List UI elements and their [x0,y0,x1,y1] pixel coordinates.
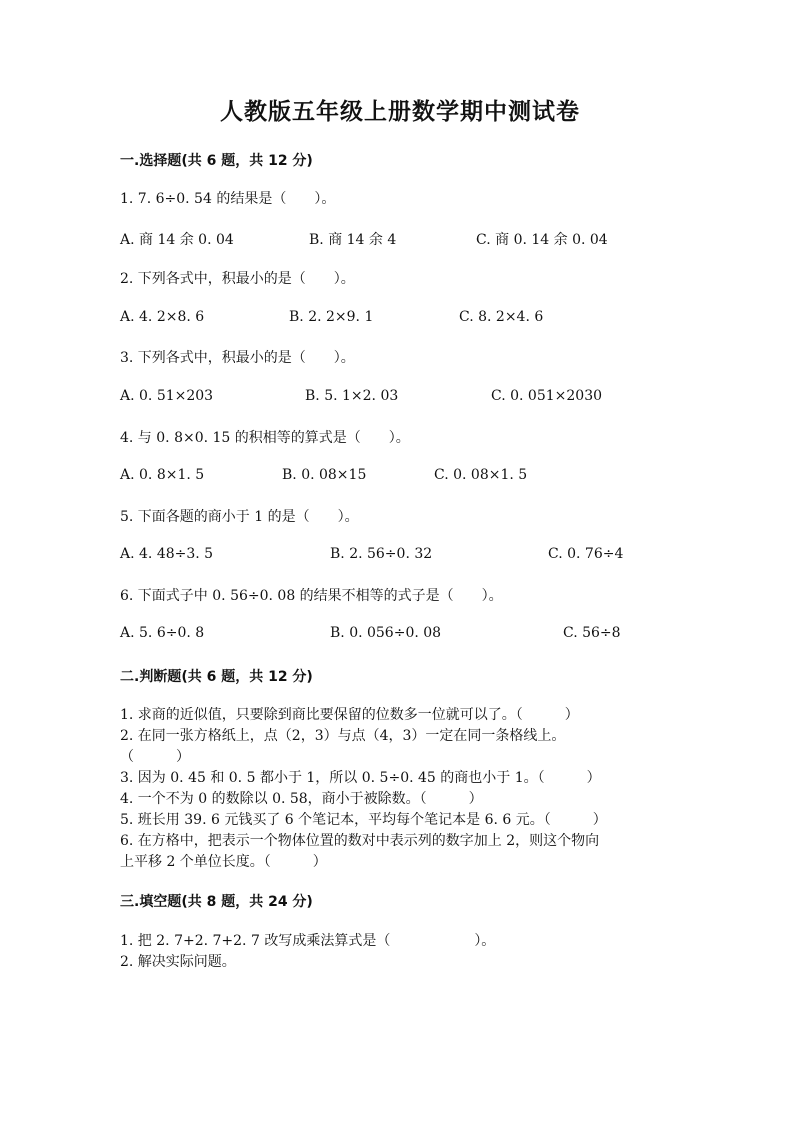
option-a: A. 商 14 余 0. 04 [120,232,234,248]
option-c: C. 56÷8 [563,625,621,641]
question-stem: 5. 下面各题的商小于 1 的是（ ）。 [120,509,359,525]
judgement-line: 2. 在同一张方格纸上，点（2，3）与点（4，3）一定在同一条格线上。 [120,728,566,744]
question-stem: 3. 下列各式中，积最小的是（ ）。 [120,350,355,366]
section-heading-judgement: 二.判断题(共 6 题，共 12 分) [120,669,313,685]
option-c: C. 商 0. 14 余 0. 04 [476,232,608,248]
option-b: B. 0. 056÷0. 08 [330,625,442,641]
option-c: C. 8. 2×4. 6 [459,309,544,325]
question-stem: 1. 7. 6÷0. 54 的结果是（ ）。 [120,191,336,207]
option-c: C. 0. 76÷4 [548,546,624,562]
option-b: B. 2. 56÷0. 32 [330,546,433,562]
option-b: B. 商 14 余 4 [309,232,397,248]
option-a: A. 0. 8×1. 5 [120,467,205,483]
judgement-line: 3. 因为 0. 45 和 0. 5 都小于 1，所以 0. 5÷0. 45 的商也小于 1。（ ） [120,770,601,786]
section-heading-fill-blank: 三.填空题(共 8 题，共 24 分) [120,894,313,910]
option-b: B. 5. 1×2. 03 [305,388,399,404]
fill-blank-line: 1. 把 2. 7+2. 7+2. 7 改写成乘法算式是（ ）。 [120,933,496,949]
question-stem: 4. 与 0. 8×0. 15 的积相等的算式是（ ）。 [120,430,410,446]
judgement-line: （ ） [120,749,190,765]
judgement-line: 5. 班长用 39. 6 元钱买了 6 个笔记本，平均每个笔记本是 6. 6 元。（ ） [120,812,607,828]
option-a: A. 4. 2×8. 6 [120,309,205,325]
judgement-line: 4. 一个不为 0 的数除以 0. 58，商小于被除数。（ ） [120,791,483,807]
fill-blank-line: 2. 解决实际问题。 [120,954,236,970]
option-b: B. 2. 2×9. 1 [289,309,374,325]
option-a: A. 5. 6÷0. 8 [120,625,205,641]
question-stem: 2. 下列各式中，积最小的是（ ）。 [120,271,355,287]
judgement-line: 6. 在方格中，把表示一个物体位置的数对中表示列的数字加上 2，则这个物向 [120,833,600,849]
option-c: C. 0. 051×2030 [491,388,603,404]
option-c: C. 0. 08×1. 5 [434,467,528,483]
question-stem: 6. 下面式子中 0. 56÷0. 08 的结果不相等的式子是（ ）。 [120,588,503,604]
option-a: A. 0. 51×203 [120,388,214,404]
option-b: B. 0. 08×15 [282,467,367,483]
page-title: 人教版五年级上册数学期中测试卷 [220,99,580,125]
section-heading-choice: 一.选择题(共 6 题，共 12 分) [120,153,313,169]
judgement-line: 1. 求商的近似值，只要除到商比要保留的位数多一位就可以了。（ ） [120,707,579,723]
judgement-line: 上平移 2 个单位长度。（ ） [120,854,327,870]
option-a: A. 4. 48÷3. 5 [120,546,214,562]
